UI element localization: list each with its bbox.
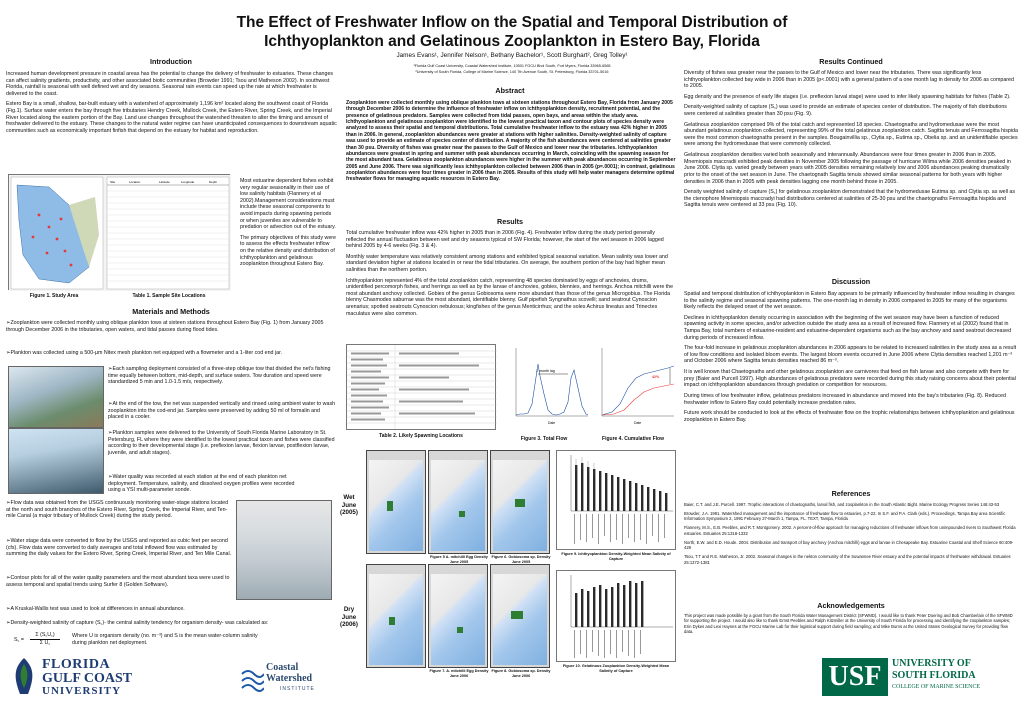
results-heading: Results <box>497 217 523 226</box>
cw-line-3: INSTITUTE <box>280 686 315 692</box>
rc-paragraph-3: Density-weighted salinity of capture (S꜀) was used to provide an estimate of species center of distribution. The majority of fish distributions were centered at salinities greater than 30 psu (Fig. 9). <box>684 104 1007 118</box>
discussion-paragraph-3: The four-fold increase in gelatinous zooplankton abundances in 2006 appears to be related to increased salinities in the study area as a result of low flow conditions and isolated bloom events. The largest bloom events occurred in June 2006 where Clytia densities reached 1,201 m⁻³ and October 2006 where Sagitta tenuis densities reached 86 m⁻³. <box>684 345 1017 365</box>
acknowledgements-heading: Acknowledgements <box>817 601 885 610</box>
usf-line-2: SOUTH FLORIDA <box>892 670 976 681</box>
abstract-text: Zooplankton were collected monthly using oblique plankton tows at sixteen stations throughout Estero Bay, Florida from January 2005 through December 2006 to determine the influence of freshwater inflow on ichthyoplankton density, recruitment potential, and the presence of gelatinous predators. Samples were collected from tidal passes, open bays, and areas within the study area. Ichthyoplankton and gelatinous zooplankton were identified to the lowest practical taxon and contour plots of species density were analyzed to assess their spatial and temporal distributions. Total cumulative freshwater inflow to the estuary was 42% higher in 2005 than in 2006. In general, zooplankton abundances were greater at stations with higher salinities. Density-weighted salinity of capture was used to provide an estimate of species center of distribution. A majority of the fish abundances were centered at salinities greater than 30 psu. Diversity of fishes was greater near the passes to the Gulf of Mexico and lower near the tributaries. Ichthyoplankton abundances were greatest in spring and summer with peak abundances occurring in March, coinciding with the spawning season for the most abundant taxa. Gelatinous zooplankton abundances were higher in the summer with peak abundances occurring in September 2005 and June 2006. There was significantly less ichthyoplankton collected between 2006 than in 2005 (p=.0001); in contrast, gelatinous zooplankton abundances were four times greater in 2006 than in 2005. Results of this study will help water managers determine optimal freshwater flows for managing aquatic resources in Estero Bay. <box>346 100 676 183</box>
reference-1: Baier, C.T. and J.E. Purcell. 1997. Trophic interactions of chaetognaths, larval fish, and zooplankton in the South Atlantic Bight. Marine Ecology Progress Series 146:43-53 <box>684 502 1000 507</box>
table-header-longitude: Longitude <box>181 180 195 184</box>
table-header-site: Site <box>110 180 116 184</box>
map-2005-1 <box>366 450 426 554</box>
wave-icon <box>240 666 264 692</box>
usf-logo <box>822 654 1018 700</box>
fgcu-logo <box>8 654 138 700</box>
reference-4: North, E.W. and E.D. Houde. 2004. Distribution and transport of bay anchovy (Anchoa mitchilli) eggs and larvae in Chesapeake Bay. Estuarine Coastal and Shelf Science 60:409-429 <box>684 539 1014 551</box>
intro-heading: Introduction <box>150 57 192 66</box>
ichthyoplankton-salinity-chart <box>556 450 676 550</box>
wet-june-label: Wet June (2005) <box>340 494 358 517</box>
usf-line-3: COLLEGE OF MARINE SCIENCE <box>892 684 981 690</box>
figure-4-caption: Figure 4. Cumulative Flow <box>602 436 664 442</box>
formula-numerator: Σ (S꜀U꜀) <box>30 632 60 640</box>
abstract-heading: Abstract <box>495 86 525 95</box>
rc-paragraph-5: Gelatinous zooplankton densities varied both seasonally and interannually. Abundances were four times greater in 2006 than in 2005. Mnemiopsis maccradii exhibited peak densities in November 2005 following the passage of hurricane Wilma while 2006 densities peaked in June 2006. Clytia sp. varied greatly between years with 2005 densities remaining relatively low and 2006 abundances peaking dramatically prior to the onset of the wet season in June. The chaetognath Sagitta tenuis showed similar seasonal patterns for both years with higher densities in 2006 than in 2005 with peak densities lagging one month behind those in 2005. <box>684 152 1011 185</box>
flow-charts-svg <box>502 344 678 430</box>
discussion-paragraph-4: It is well known that Chaetognaths and other gelatinous zooplankton are carnivores that feed on fish larvae and also compete with them for prey (Baier and Purcell 1997). High abundances of gelatinous predators were recorded during this study raising concerns about their potential impact on ichthyoplankton abundances through predation or competition for resources. <box>684 369 1016 389</box>
figure-6-caption: Figure 6. Gobiosoma sp. Density June 2005 <box>491 555 551 564</box>
discussion-text <box>684 291 1018 427</box>
fgcu-line-3: UNIVERSITY <box>42 685 122 697</box>
sample-site-table <box>107 177 229 289</box>
field-photo-3 <box>236 500 332 600</box>
intro-side-text <box>240 178 336 272</box>
map-2005-2 <box>428 450 488 554</box>
formula-denominator: Σ U꜀ <box>39 640 51 646</box>
rc-paragraph-1: Diversity of fishes was greater near the passes to the Gulf of Mexico and lower near the tributaries. There was significantly less ichthyoplankton collected bay wide in 2006 than in 2005 (p<.0001) with a general pattern of a one month lag in density for 2006 as compared to 2005. <box>684 70 1014 90</box>
table-header-depth: Depth <box>209 180 218 184</box>
references-heading: References <box>831 489 871 498</box>
reference-5: Tsou, T.T and R.E. Matheson, Jr. 2002. Seasonal changes in the nekton community of the Suwannee River estuary and the potential impacts of freshwater withdrawal. Estuaries 25:1372-1381 <box>684 554 1011 565</box>
methods-bullet-11: ➢Density-weighted salinity of capture (S꜀)- the central salinity tendency for organism density- was calculated as: <box>6 620 269 626</box>
methods-bullet-10: ➢A Kruskal-Wallis test was used to look at differences in annual abundance. <box>6 606 185 612</box>
methods-bullet-1: ➢Zooplankton were collected monthly using oblique plankton tows at sixteen stations throughout Estero Bay (Fig. 1) from January 2005 through December 2006 in the tributaries, open waters, and tidal passes during flood tides. <box>6 320 324 333</box>
intro-text <box>6 71 338 138</box>
affiliations <box>340 64 684 75</box>
results-paragraph-3: Ichthyoplankton represented 4% of the total zooplankton catch, representing 48 species dominated by eggs of anchovies, drums, unidentified percomorph fishes, and herrings as well as by the larvae of anchovies, gobies, blennies, and herrings. Anchoa mitchilli were the most abundant anchovy collected. Gobies of the genus Gobiosoma were more abundant than those of the genus Microgobius. The Florida blenny Chasmodes saburrae was the most abundant, identifiable blenny. Gulf pipefish Syngnathus scovelli; sand seatrout Cynoscion arenarius; spotted seatrouts Cynoscion nebulosus; kingfishes of the genus Menticirrhus; and the soles Achirus lineatus and Trinectes maculatus were also common. <box>346 277 674 317</box>
poster-title <box>190 14 834 51</box>
study-area-map <box>9 175 231 291</box>
intro-paragraph-2: Estero Bay is a small, shallow, bar-built estuary with a watershed of approximately 1,196 km² located along the southwest coast of Florida (Fig.1). Surface water enters the bay through five tributaries Hendry Creek, Mullock Creek, the Estero River, Spring Creek, and the Imperial River located along the eastern portion of the Bay. Land use changes throughout the watershed threaten to alter the timing and amount of freshwater delivered to the estuary. These changes to the natural water regime can have unanticipated consequences to downstream aquatic communities such as economically important finfish that depend on the estuary for habitat and reproduction. <box>6 101 337 134</box>
results-paragraph-1: Total cumulative freshwater inflow was 42% higher in 2005 than in 2006 (Fig. 4). Freshwater inflow during the study period generally reflected the annual fluctuation between wet and dry seasons typical of SW Florida; however, the start of the wet season in 2006 lagged behind 2005 by 4-6 weeks (Fig. 3 & 4). <box>346 230 664 250</box>
figure-5a-caption: Figure 5 A. mitchilli Egg Density June 2005 <box>430 555 488 564</box>
figure-1-caption: Figure 1. Study Area <box>29 293 79 299</box>
reference-3: Flannery, M.S., E.B. Peebles, and R.T. Montgomery. 2002. A percent-of-flow approach for managing reductions of freshwater inflows from unimpounded rivers to Southwest Florida estuaries. Estuaries 25:1318-1332 <box>684 525 1016 536</box>
methods-bullet-8: ➢Water stage data were converted to flow by the USGS and reported as cubic feet per second (cfs). Flow data were converted to daily averages and total inflowed flow was estimated by summing the daily values for the Estero River, Spring Creek, Imperial River, and Ten Mile Canal. <box>6 538 232 558</box>
acknowledgements-text: This project was made possible by a grant from the South Florida Water Management District (SFWMD). I would like to thank Peter Doering and Bob Chamberlain of the SFWMD for supporting the project. I would also like to thank Ernst Peebles and Ralph Kitzmiller at the University of South Florida for processing and identifying the zooplankton samples; Erin Dykes and Lexi Haynes at the FGCU Marine Lab for their logistical support during field sampling; and Mike Burns at the United States Geological Survey for providing flow data. <box>684 613 1013 635</box>
usf-mark: USF <box>822 658 888 696</box>
discussion-paragraph-2: Declines in ichthyoplankton density occurring in association with the beginning of the wet season may have been a function of reduced spawning activity in some species, and/or advection outside the study area as a result of increased flow. Flannery et al (2002) found that in Tampa Bay, total numbers of estuarine-resident and estuarine-dependent organisms such as the bay anchovy and sand seatrout decreased during periods of increased inflow. <box>684 314 1012 341</box>
flow-charts <box>502 344 678 430</box>
fgcu-line-2: GULF COAST <box>42 671 133 686</box>
results-continued-heading: Results Continued <box>819 57 883 66</box>
fig10-svg <box>557 571 677 663</box>
fig9-svg <box>557 451 677 551</box>
intro-paragraph-1: Increased human development pressure in coastal areas has the potential to change the delivery of freshwater to estuaries. These changes can affect salinity gradients, productivity, and other associated biotic communities (Browder 1991; Tsou and Matheson 2002). In southwest Florida, rainfall is seasonal with well defined wet and dry seasons. Seasonal rain events can speed up the rate at which freshwater is delivered to the coast. <box>6 71 334 97</box>
map-2006-2 <box>428 564 488 668</box>
usf-line-1: UNIVERSITY OF <box>892 658 971 669</box>
cw-line-1: Coastal <box>266 662 299 673</box>
affiliation-1: ¹Florida Gulf Coast University, Coastal Watershed Institute, 10501 FGCU Blvd South, Fort Myers, Florida 33965-6565 <box>413 64 611 68</box>
methods-bullet-7: ➢Flow data was obtained from the USGS continuously monitoring water-stage stations located at the north and south branches of the Estero River, Spring Creek, the Imperial River, and Ten-mile Canal (a major tributary of Mullock Creek) during the study period. <box>6 500 229 520</box>
table-header-location: Location <box>129 180 141 184</box>
methods-bullet-6: ➢Water quality was recorded at each station at the end of each plankton net deployment. Temperature, salinity, and dissolved oxygen profiles were recorded using a YSI multi-parameter sonde. <box>108 474 295 494</box>
field-photo-2 <box>8 428 104 494</box>
table-1-caption: Table 1. Sample Site Locations <box>132 293 206 299</box>
figure-10-caption: Figure 10. Gelatinous Zooplankton Density-Weighted Mean Salinity of Capture <box>562 664 670 673</box>
affiliation-2: ²University of South Florida, College of Marine Science, 140 7th Avenue South, St. Petersburg, Florida 33701-5016 <box>415 69 609 74</box>
reference-2: Browder, J.A. 1991. Watershed management and the importance of freshwater flow to estuaries, p.7-22. In S.F. and P.A. Clark (eds.). Proceedings, Tampa Bay area Scientific Information Symposium 2, 1991 February 27-March 1, Tampa, FL. TEXT, Tampa, Florida <box>684 510 1006 522</box>
map-2006-3 <box>490 564 550 668</box>
spawning-table-grid <box>347 345 497 431</box>
study-area-figure <box>8 174 230 290</box>
figure-7-caption: Figure 7. A. mitchilli Egg Density June 2006 <box>429 669 489 678</box>
cumulative-x-label: Date <box>634 421 642 425</box>
rc-paragraph-4: Gelatinous zooplankton comprised 9% of the total catch and represented 18 species. Chaetognaths and hydromedusae were the most abundant gelatinous zooplankton collected, representing 99% of the total gelatinous zooplankton catch. Sagitta tenuis and Ferrosagitta hispida were the most common chaetognaths present in the samples. Bougainvillia sp., Clytia sp., Eutima sp., Obelia sp. and an unidentifiable species were among the hydromedusae that were commonly collected. <box>684 121 1018 148</box>
title-line-2: Ichthyoplankton and Gelatinous Zooplankton in Estero Bay, Florida <box>264 32 760 50</box>
map-2005-3 <box>490 450 550 554</box>
methods-bullet-3: ➢Each sampling deployment consisted of a three-step oblique tow that divided the net's fishing time equally between bottom, mid-depth, and surface waters. Tow duration and speed were standardized 5 min and 1.0-1.5 m/s, respectively. <box>108 366 331 386</box>
fgcu-line-1: FLORIDA <box>42 657 111 672</box>
flow-x-label: Date <box>548 421 556 425</box>
intro-side-paragraph-1: Most estuarine dependent fishes exhibit very regular seasonality in their use of low salinity habitats (Flannery et al 2002).Management considerations must include these seasonal components to avoid impacts during spawning periods or when juveniles are vulnerable to predation or advection out of the estuary. <box>240 178 336 231</box>
results-paragraph-2: Monthly water temperature was relatively consistent among stations and exhibited typical seasonal variation. Mean salinity was lower and standard deviation higher at stations located in or near the tidal tributaries. On average, the southern portion of the bay had higher mean salinities than the northern portion. <box>346 253 668 274</box>
table-2-caption: Table 2. Likely Spawning Locations <box>379 433 463 439</box>
discussion-heading: Discussion <box>831 277 871 286</box>
salinity-formula <box>14 632 334 652</box>
methods-bullet-5: ➢Plankton samples were delivered to the University of South Florida Marine Laboratory in St. Petersburg, FL where they were identified to the lowest practical taxon and fishes were classified according to their developmental stage (i.e. preflexion larvae, flexion larvae, postflexion larvae, juvenile, and adult stages). <box>108 430 335 456</box>
methods-bullet-9: ➢Contour plots for all of the water quality parameters and the most abundant taxa were used to assess temporal and spatial trends using Surfer 8 (Golden Software). <box>6 575 230 588</box>
fgcu-emblem-icon <box>8 656 40 696</box>
results-continued-text <box>684 70 1018 213</box>
field-photo-1 <box>8 366 104 428</box>
discussion-paragraph-1: Spatial and temporal distribution of ichthyoplankton in Estero Bay appears to be primarily influenced by freshwater inflow resulting in changes to the salinity regime and seasonal spawning patterns. The one-month lag in density in 2006 compared to 2005 for many of the organisms likely reflects the delayed onset of the wet season. <box>684 291 1015 311</box>
discussion-paragraph-5: During times of low freshwater inflow, gelatinous predators increased in abundance and moved into the bay's tributaries (Fig. 8). Reduced freshwater inflow to Estero Bay could potentially increase predation rates. <box>684 392 1006 406</box>
methods-heading: Materials and Methods <box>132 307 210 316</box>
rc-paragraph-2: Egg density and the presence of early life stages (i.e. preflexion larval stage) were used to infer likely spawning habitats for fishes (Table 2). <box>684 93 1011 100</box>
table-header-latitude: Latitude <box>159 180 170 184</box>
coastal-watershed-logo <box>240 662 330 700</box>
spawning-locations-table <box>346 344 496 430</box>
formula-where: Where U is organism density (no. m⁻³) and S is the mean water-column salinity during plankton net deployment. <box>72 633 258 646</box>
title-line-1: The Effect of Freshwater Inflow on the Spatial and Temporal Distribution of <box>236 14 788 31</box>
references-list <box>684 502 1018 569</box>
dry-june-label: Dry June (2006) <box>340 606 358 629</box>
formula-lhs: S꜀ = <box>14 637 24 643</box>
figure-8-caption: Figure 8. Gobiosoma sp. Density June 2006 <box>491 669 551 678</box>
lag-label: 1 month lag <box>536 369 555 373</box>
authors: James Evans¹, Jennifer Nelson¹, Bethany Bachelor¹, Scott Burghart², Greg Tolley¹ <box>396 52 628 59</box>
figure-3-caption: Figure 3. Total Flow <box>520 436 568 442</box>
figure-9-caption: Figure 9. Ichthyoplankton Density-Weighted Mean Salinity of Capture <box>561 552 671 561</box>
rc-paragraph-6: Density weighted salinity of capture (S꜀) for gelatinous zooplankton demonstrated that the hydromedusae Eutima sp. and Clytia sp. as well as the ctenophore Mnemiopsis maccradyi had distributions centered at salinities of 25-30 psu and the chaetognaths Ferrosagitta hispida and Sagitta tenuis were centered at 33 psu (Fig. 10). <box>684 189 1016 209</box>
results-text <box>346 230 676 321</box>
methods-bullet-2: ➢Plankton was collected using a 500-µm Nitex mesh plankton net equipped with a flowmeter and a 1-liter cod end jar. <box>6 350 283 356</box>
gelatinous-salinity-chart <box>556 570 676 662</box>
map-2006-1 <box>366 564 426 668</box>
percent-label: 42% <box>652 375 660 379</box>
methods-bullet-4: ➢At the end of the tow, the net was suspended vertically and rinsed using ambient water to wash zooplankton into the cod-end jar. Samples were preserved by adding 50 ml of formalin and placed in a cooler. <box>108 401 336 421</box>
intro-side-paragraph-2: The primary objectives of this study were to assess the effects freshwater inflow on the relative density and distribution of ichthyoplankton and gelatinous zooplankton throughout Estero Bay. <box>240 234 336 268</box>
discussion-paragraph-6: Future work should be conducted to look at the effects of freshwater flow on the trophic relationships between ichthyoplankton and gelatinous zooplankton in Estero Bay. <box>684 410 1015 423</box>
cw-line-2: Watershed <box>266 673 313 684</box>
